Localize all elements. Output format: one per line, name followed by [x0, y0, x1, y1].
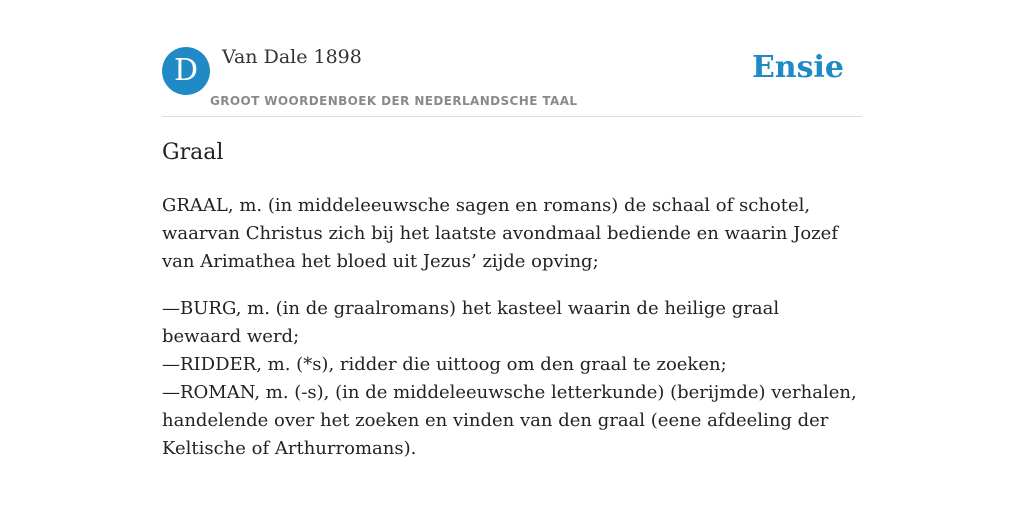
entry-compounds — [162, 295, 862, 463]
compound-roman: —ROMAN, m. (-s), (in de middeleeuwsche letterkunde) (berijmde) verhalen, handelende over het zoeken en vinden van den graal (eene afdeeling der Keltische of Arthurromans). — [162, 382, 857, 459]
entry-definition: GRAAL, m. (in middeleeuwsche sagen en romans) de schaal of schotel, waarvan Christus zich bij het laatste avondmaal bediende en waarin Jozef van Arimathea het bloed uit Jezus’ zijde opving; — [162, 195, 838, 272]
dictionary-title[interactable]: Van Dale 1898 — [222, 46, 362, 68]
page-header — [162, 44, 862, 117]
dictionary-logo-icon[interactable]: D — [162, 47, 210, 95]
compound-burg: —BURG, m. (in de graalromans) het kasteel waarin de heilige graal bewaard werd; — [162, 298, 780, 347]
entry-content — [162, 192, 862, 482]
compound-ridder: —RIDDER, m. (*s), ridder die uittoog om den graal te zoeken; — [162, 354, 727, 375]
entry-headword: Graal — [162, 140, 224, 165]
ensie-logo[interactable]: Ensie — [751, 50, 844, 85]
dictionary-subtitle: GROOT WOORDENBOEK DER NEDERLANDSCHE TAAL — [210, 94, 578, 108]
